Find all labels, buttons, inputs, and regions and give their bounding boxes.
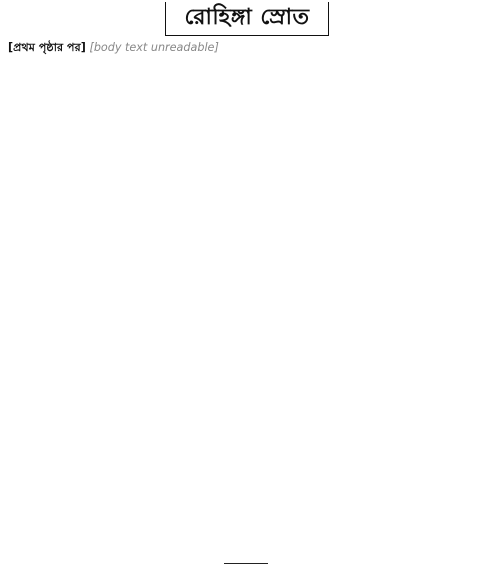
article-body: [প্রথম পৃষ্ঠার পর] [body text unreadable]: [8, 41, 219, 54]
article-text: [body text unreadable]: [89, 41, 219, 54]
next-headline-fragment: [0, 560, 492, 570]
continuation-lead: প্রথম পৃষ্ঠার পর: [13, 41, 81, 54]
headline-row: [8, 2, 486, 38]
article-headline: রোহিঙ্গা স্রোত: [165, 2, 328, 36]
